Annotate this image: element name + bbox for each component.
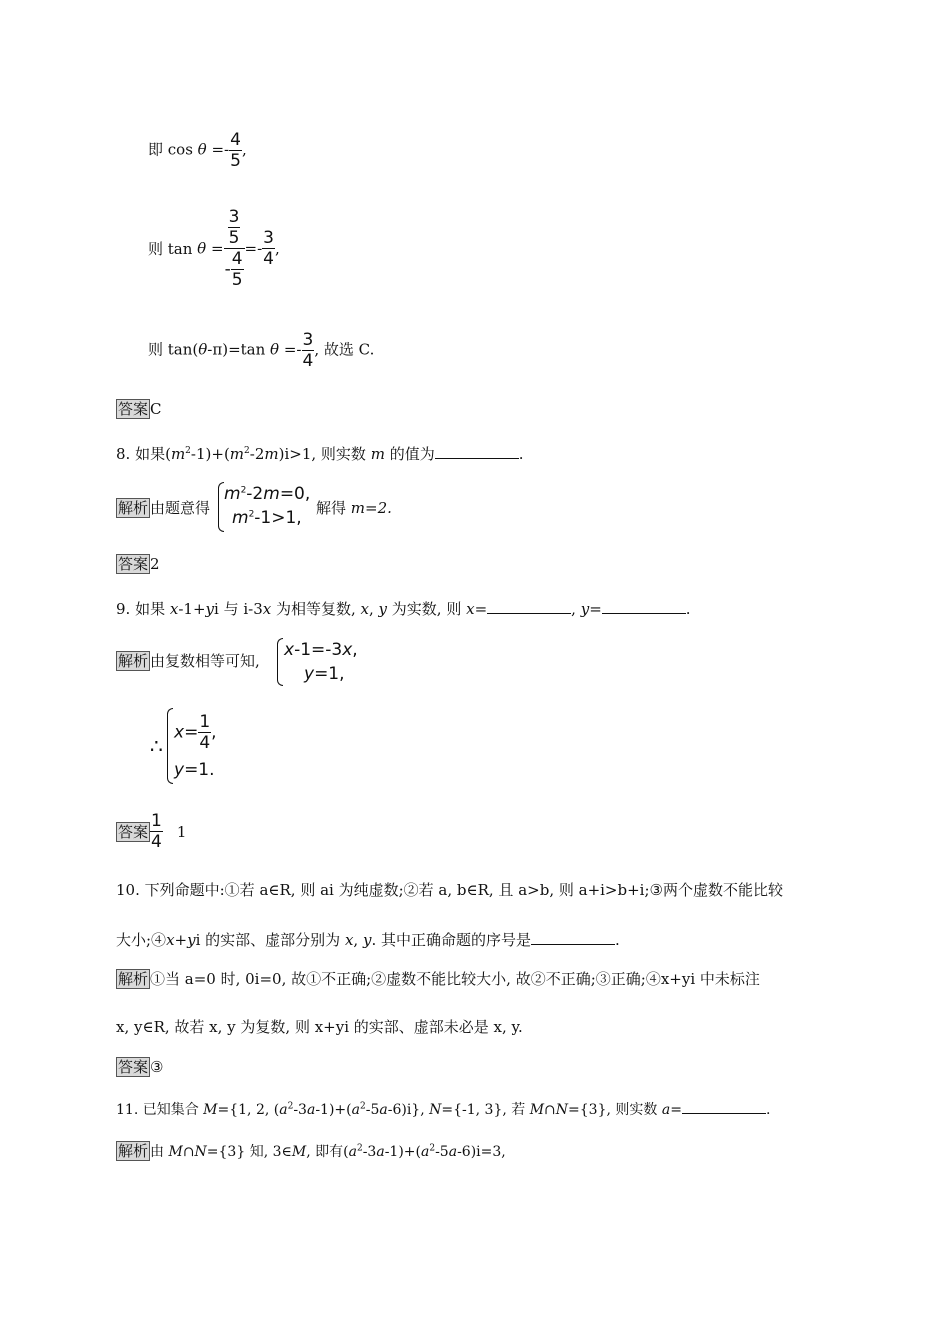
analysis-text: -1)+( (384, 1144, 421, 1160)
q8-answer-line (116, 554, 160, 574)
analysis-text: -6)i=3, (457, 1144, 506, 1160)
var-M: M (529, 1102, 545, 1118)
q8-question (116, 443, 524, 464)
frac-den: 4 (263, 249, 274, 269)
var-x: x (169, 600, 179, 618)
q8-answer-value: 2 (150, 555, 160, 573)
var-y: y (174, 760, 185, 780)
answer-tag: 答案 (118, 1058, 149, 1076)
var-m: m (350, 499, 366, 517)
q7-answer-value: C (150, 400, 162, 418)
exp: 2 (429, 1143, 436, 1154)
q9-answer-line (116, 811, 186, 852)
exp: 2 (356, 1143, 363, 1154)
cos-prefix: 即 cos (148, 140, 198, 159)
q8-eq1 (224, 484, 310, 504)
q11-text: -5 (365, 1102, 380, 1118)
q9-solution-2 (174, 760, 215, 780)
q10-analysis-line1 (116, 968, 760, 989)
q10-text: , (353, 931, 363, 949)
var-N: N (429, 1102, 442, 1118)
equals-minus: =- (244, 239, 263, 258)
var-a: a (376, 1144, 385, 1160)
analysis-text: -5 (435, 1144, 449, 1160)
frac-num: 3 (302, 330, 314, 350)
tan2-mid: -π)=tan (207, 340, 271, 359)
eq-text: =0, (279, 484, 311, 504)
q7-answer-line (116, 399, 162, 419)
var-x: x (342, 640, 353, 660)
analysis-lead: 由复数相等可知, (150, 652, 260, 670)
minus-sign: - (224, 259, 231, 280)
tan-prefix: 则 tan (148, 240, 198, 258)
frac-den: 5 (228, 228, 240, 248)
analysis-text: -3 (362, 1144, 377, 1160)
tan-line (148, 207, 280, 290)
answer-tag: 答案 (118, 400, 149, 418)
analysis-tag: 解析 (118, 652, 149, 670)
q10-line1: 10. 下列命题中:①若 a∈R, 则 ai 为纯虚数;②若 a, b∈R, 且 a>b, 则 a+i>b+i;③两个虚数不能比较 (116, 881, 783, 899)
analysis-tag: 解析 (118, 499, 149, 517)
q9-eq2 (304, 664, 345, 684)
var-y: y (580, 600, 590, 618)
frac-num: 4 (231, 249, 243, 269)
eq-text: =1, (314, 664, 345, 684)
q9-analysis-line (116, 650, 260, 671)
q10-text: . 其中正确命题的序号是 (371, 931, 531, 949)
solution-text: 解得 (316, 499, 351, 517)
answer-blank-x[interactable] (487, 599, 571, 614)
frac-num: 3 (263, 228, 274, 248)
q9-question (116, 598, 691, 619)
frac-den: 5 (231, 270, 243, 290)
var-m: m (170, 445, 186, 463)
var-M: M (168, 1144, 183, 1160)
q9-text: 为实数, 则 (387, 600, 467, 618)
var-y: y (304, 664, 315, 684)
q9-eq1 (284, 640, 358, 660)
analysis-text: ={3} 知, 3∈ (206, 1144, 292, 1160)
var-m: m (229, 445, 245, 463)
theta-symbol: θ (197, 140, 207, 159)
theta-symbol: θ (198, 340, 208, 359)
q9-answer-y: 1 (176, 822, 187, 841)
eq-text: , (352, 640, 358, 660)
eq-text: -1>1, (254, 508, 302, 528)
q9-text: 为相等复数, (271, 600, 361, 618)
complex-num (224, 207, 245, 249)
fraction-1-4 (198, 712, 211, 753)
cos-line (148, 130, 247, 171)
exp: 2 (287, 1101, 294, 1112)
q9-text: , (369, 600, 379, 618)
analysis-text: ∩ (182, 1144, 195, 1160)
var-x: x (284, 640, 295, 660)
var-y: y (362, 931, 372, 949)
q9-text: -1+ (178, 600, 206, 618)
q9-text: 9. 如果 (116, 600, 170, 618)
system-brace (167, 708, 173, 784)
q11-text: ={3}, 则实数 (568, 1102, 662, 1118)
answer-tag: 答案 (118, 822, 149, 841)
answer-blank[interactable] (682, 1099, 766, 1114)
var-m: m (232, 508, 249, 528)
var-a: a (279, 1102, 288, 1118)
q10-text: 大小;④ (116, 931, 167, 949)
tan-suffix: , (275, 239, 280, 258)
frac-den: 5 (230, 151, 241, 171)
var-a: a (379, 1102, 388, 1118)
q11-end: . (765, 1102, 771, 1118)
var-a: a (661, 1102, 671, 1118)
analysis-tag: 解析 (118, 970, 149, 988)
q9-text: = (474, 600, 488, 618)
theta-symbol: θ (197, 239, 207, 258)
q8-analysis-line (116, 497, 210, 518)
var-m: m (224, 484, 241, 504)
eq-text: , (211, 722, 217, 743)
therefore-symbol (150, 734, 163, 758)
q8-end: . (518, 445, 524, 463)
analysis-tag: 解析 (118, 1142, 149, 1160)
var-m: m (264, 445, 279, 463)
q9-end: . (685, 600, 691, 618)
fraction-3-5 (228, 207, 241, 248)
var-a: a (420, 1144, 430, 1160)
analysis-text: ①当 a=0 时, 0i=0, 故①不正确;②虚数不能比较大小, 故②不正确;③正确;④x+yi 中未标注 (150, 970, 760, 988)
exp: 2 (240, 485, 247, 496)
q8-eq2 (232, 508, 302, 528)
q11-question (116, 1099, 770, 1119)
q10-text: i 的实部、虚部分别为 (195, 931, 345, 949)
eq-text: -2 (246, 484, 264, 504)
var-m: m (370, 445, 385, 463)
equals-minus: =- (283, 340, 302, 359)
var-y: y (187, 931, 196, 949)
analysis-text: , 即有( (306, 1144, 349, 1160)
var-N: N (555, 1102, 569, 1118)
var-m: m (263, 484, 280, 504)
q10-answer-line (116, 1057, 163, 1077)
q8-text: )i>1, 则实数 (278, 445, 371, 463)
var-x: x (360, 600, 369, 618)
q8-text: 的值为 (384, 445, 435, 463)
var-M: M (291, 1144, 307, 1160)
q11-text: -3 (293, 1102, 307, 1118)
var-y: y (205, 600, 214, 618)
exp: 2 (185, 446, 191, 456)
tan2-line (148, 330, 374, 371)
var-x: x (166, 931, 175, 949)
exp: 2 (244, 446, 250, 456)
q11-analysis-line (116, 1141, 506, 1161)
frac-den: 4 (302, 351, 314, 371)
var-M: M (203, 1102, 218, 1118)
q11-text: ={-1, 3}, 若 (441, 1102, 530, 1118)
system-brace (277, 638, 283, 686)
fraction-4-5 (229, 130, 242, 171)
frac-den: 4 (151, 832, 162, 852)
tan2-prefix: 则 tan( (148, 340, 199, 359)
fraction-3-4 (262, 228, 275, 269)
answer-blank[interactable] (435, 444, 519, 459)
var-N: N (194, 1144, 207, 1160)
therefore-glyph: ∴ (150, 734, 163, 758)
complex-fraction (224, 207, 245, 290)
exp: 2 (359, 1101, 366, 1112)
var-a: a (448, 1144, 458, 1160)
var-x: x (262, 600, 272, 618)
q10-answer-value: ③ (150, 1058, 164, 1076)
q8-text: -2 (249, 445, 265, 463)
analysis-lead: 由题意得 (150, 499, 211, 517)
q10-analysis-line2: x, y∈R, 故若 x, y 为复数, 则 x+yi 的实部、虚部未必是 x, y. (116, 1018, 523, 1036)
q11-text: ={1, 2, ( (217, 1102, 280, 1118)
analysis-text: 由 (150, 1144, 169, 1160)
answer-blank-y[interactable] (602, 599, 686, 614)
q10-line2 (116, 929, 620, 950)
q11-text: -1)+( (315, 1102, 352, 1118)
equals-sign: = (210, 239, 224, 258)
fraction-4-5 (231, 249, 244, 290)
var-x: x (344, 931, 354, 949)
fraction-3-4 (302, 330, 315, 371)
var-x: x (466, 600, 475, 618)
q9-text: i 与 i-3 (214, 600, 263, 618)
eq-text: -1=-3 (294, 640, 343, 660)
exp: 2 (248, 509, 255, 520)
q8-solution (316, 497, 392, 518)
eq-text: = (184, 722, 199, 743)
cos-suffix: , (241, 140, 247, 159)
eq-text: =1. (184, 760, 215, 780)
equals-minus: =- (211, 140, 230, 159)
q9-text: = (589, 600, 602, 618)
frac-num: 1 (199, 712, 211, 732)
var-a: a (306, 1102, 316, 1118)
answer-tag: 答案 (118, 555, 149, 573)
frac-num: 4 (230, 130, 241, 150)
q11-text: 11. 已知集合 (116, 1102, 204, 1118)
theta-symbol-2: θ (270, 340, 280, 359)
q11-text: ∩ (544, 1102, 556, 1118)
q11-text: = (670, 1102, 682, 1118)
tan2-suffix: , 故选 C. (314, 340, 375, 359)
q9-text: , (571, 600, 581, 618)
frac-num: 1 (151, 811, 162, 831)
q9-solution-1 (174, 712, 217, 753)
var-a: a (351, 1102, 360, 1118)
frac-num: 3 (228, 207, 240, 227)
solution-text: =2. (365, 499, 392, 517)
q10-text: + (174, 931, 188, 949)
var-a: a (348, 1144, 357, 1160)
frac-den: 4 (199, 733, 211, 753)
fraction-1-4 (150, 811, 163, 852)
var-y: y (378, 600, 388, 618)
q8-text: 8. 如果( (116, 445, 171, 463)
q8-text: -1)+( (190, 445, 230, 463)
q10-end: . (614, 931, 620, 949)
complex-den (224, 249, 245, 290)
q11-text: -6)i}, (387, 1102, 430, 1118)
var-x: x (174, 722, 185, 743)
answer-blank[interactable] (531, 930, 615, 945)
